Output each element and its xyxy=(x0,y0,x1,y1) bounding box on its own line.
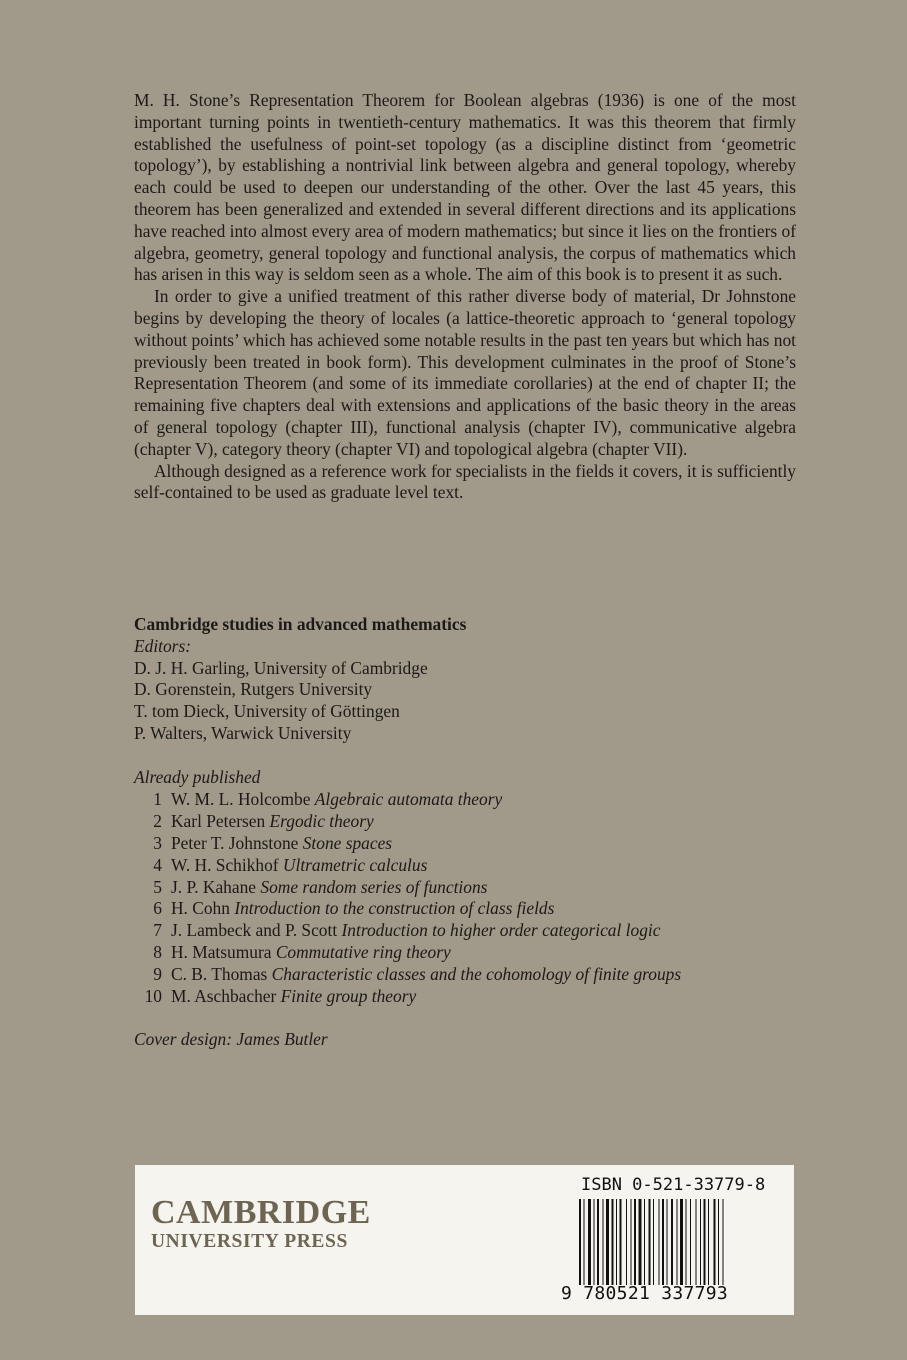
list-item xyxy=(134,986,681,1008)
editors-list xyxy=(134,658,466,745)
list-item xyxy=(134,920,681,942)
item-number: 6 xyxy=(153,898,162,919)
logo-top-text: CAMBRIDGE xyxy=(151,1194,371,1231)
cover-credit: Cover design: James Butler xyxy=(134,1029,328,1049)
series-title: Cambridge studies in advanced mathematics xyxy=(134,614,467,634)
list-item xyxy=(134,789,681,811)
series-info xyxy=(134,614,466,745)
list-item xyxy=(134,855,681,877)
item-number: 4 xyxy=(153,854,162,875)
editors-label: Editors: xyxy=(134,635,192,656)
item-title: Introduction to the construction of class fields xyxy=(234,898,555,919)
item-author: Peter T. Johnstone xyxy=(171,832,299,853)
item-number: 9 xyxy=(153,964,162,985)
already-published-label: Already published xyxy=(134,767,261,787)
item-author: W. M. L. Holcombe xyxy=(171,788,311,809)
editor-item: T. tom Dieck, University of Göttingen xyxy=(134,701,400,722)
item-number: 10 xyxy=(144,986,162,1007)
item-number: 5 xyxy=(153,876,162,897)
already-published xyxy=(134,767,681,1008)
blurb-paragraph-2: In order to give a unified treatment of this rather diverse body of material, Dr Johnstone begins by developing the theory of locales (a lattice-theoretic approach to ‘general topology without points’ which has achieved some notable results in the past ten years but which has not previously been treated in book form). This development culminates in the proof of Stone’s Representation Theorem (and some of its immediate corollaries) at the end of chapter II; the remaining five chapters deal with extensions and applications of the basic theory in the areas of general topology (chapter III), functional analysis (chapter IV), communicative algebra (chapter V), category theory (chapter VI) and topological algebra (chapter VII). xyxy=(134,286,796,459)
list-item xyxy=(134,833,681,855)
isbn-label: ISBN 0-521-33779-8 xyxy=(581,1175,766,1195)
item-title: Ultrametric calculus xyxy=(282,854,428,875)
blurb-paragraph-3: Although designed as a reference work for specialists in the fields it covers, it is sufficiently self-contained to be used as graduate level text. xyxy=(134,460,796,503)
publisher-panel xyxy=(135,1165,794,1315)
list-item xyxy=(134,964,681,986)
item-title: Introduction to higher order categorical logic xyxy=(341,920,661,941)
list-item xyxy=(134,942,681,964)
list-item xyxy=(134,811,681,833)
barcode-digits: 9 780521 337793 xyxy=(561,1283,729,1304)
barcode xyxy=(579,1199,769,1285)
item-number: 8 xyxy=(153,942,162,963)
blurb xyxy=(134,90,796,504)
item-title: Ergodic theory xyxy=(269,810,374,831)
editor-item: D. Gorenstein, Rutgers University xyxy=(134,679,373,700)
item-number: 2 xyxy=(153,810,162,831)
item-author: J. P. Kahane xyxy=(171,876,257,897)
list-item xyxy=(134,898,681,920)
item-author: H. Matsumura xyxy=(171,942,272,963)
list-item xyxy=(134,877,681,899)
publisher-logo xyxy=(151,1195,371,1253)
item-author: M. Aschbacher xyxy=(171,986,277,1007)
item-author: C. B. Thomas xyxy=(171,964,268,985)
item-author: H. Cohn xyxy=(171,898,230,919)
blurb-paragraph-1: M. H. Stone’s Representation Theorem for Boolean algebras (1936) is one of the most important turning points in twentieth-century mathematics. It was this theorem that firmly established the usefulness of point-set topology (as a discipline distinct from ‘geometric topology’), by establishing a nontrivial link between algebra and general topology, whereby each could be used to deepen our understanding of the other. Over the last 45 years, this theorem has been generalized and extended in several different directions and its applications have reached into almost every area of modern mathematics; but since it lies on the frontiers of algebra, geometry, general topology and functional analysis, the corpus of mathematics which has arisen in this way is seldom seen as a whole. The aim of this book is to present it as such. xyxy=(134,90,796,285)
editor-item: P. Walters, Warwick University xyxy=(134,722,352,743)
item-title: Some random series of functions xyxy=(260,876,488,897)
item-title: Commutative ring theory xyxy=(275,942,451,963)
item-number: 1 xyxy=(153,788,162,809)
item-author: W. H. Schikhof xyxy=(171,854,279,875)
item-number: 3 xyxy=(153,832,162,853)
editor-item: D. J. H. Garling, University of Cambridge xyxy=(134,657,428,678)
logo-bottom-text: UNIVERSITY PRESS xyxy=(151,1231,348,1252)
item-number: 7 xyxy=(153,920,162,941)
item-title: Stone spaces xyxy=(302,832,393,853)
item-author: Karl Petersen xyxy=(171,810,266,831)
item-title: Characteristic classes and the cohomology of finite groups xyxy=(271,964,682,985)
item-title: Algebraic automata theory xyxy=(314,788,503,809)
item-title: Finite group theory xyxy=(280,986,417,1007)
item-author: J. Lambeck and P. Scott xyxy=(171,920,338,941)
